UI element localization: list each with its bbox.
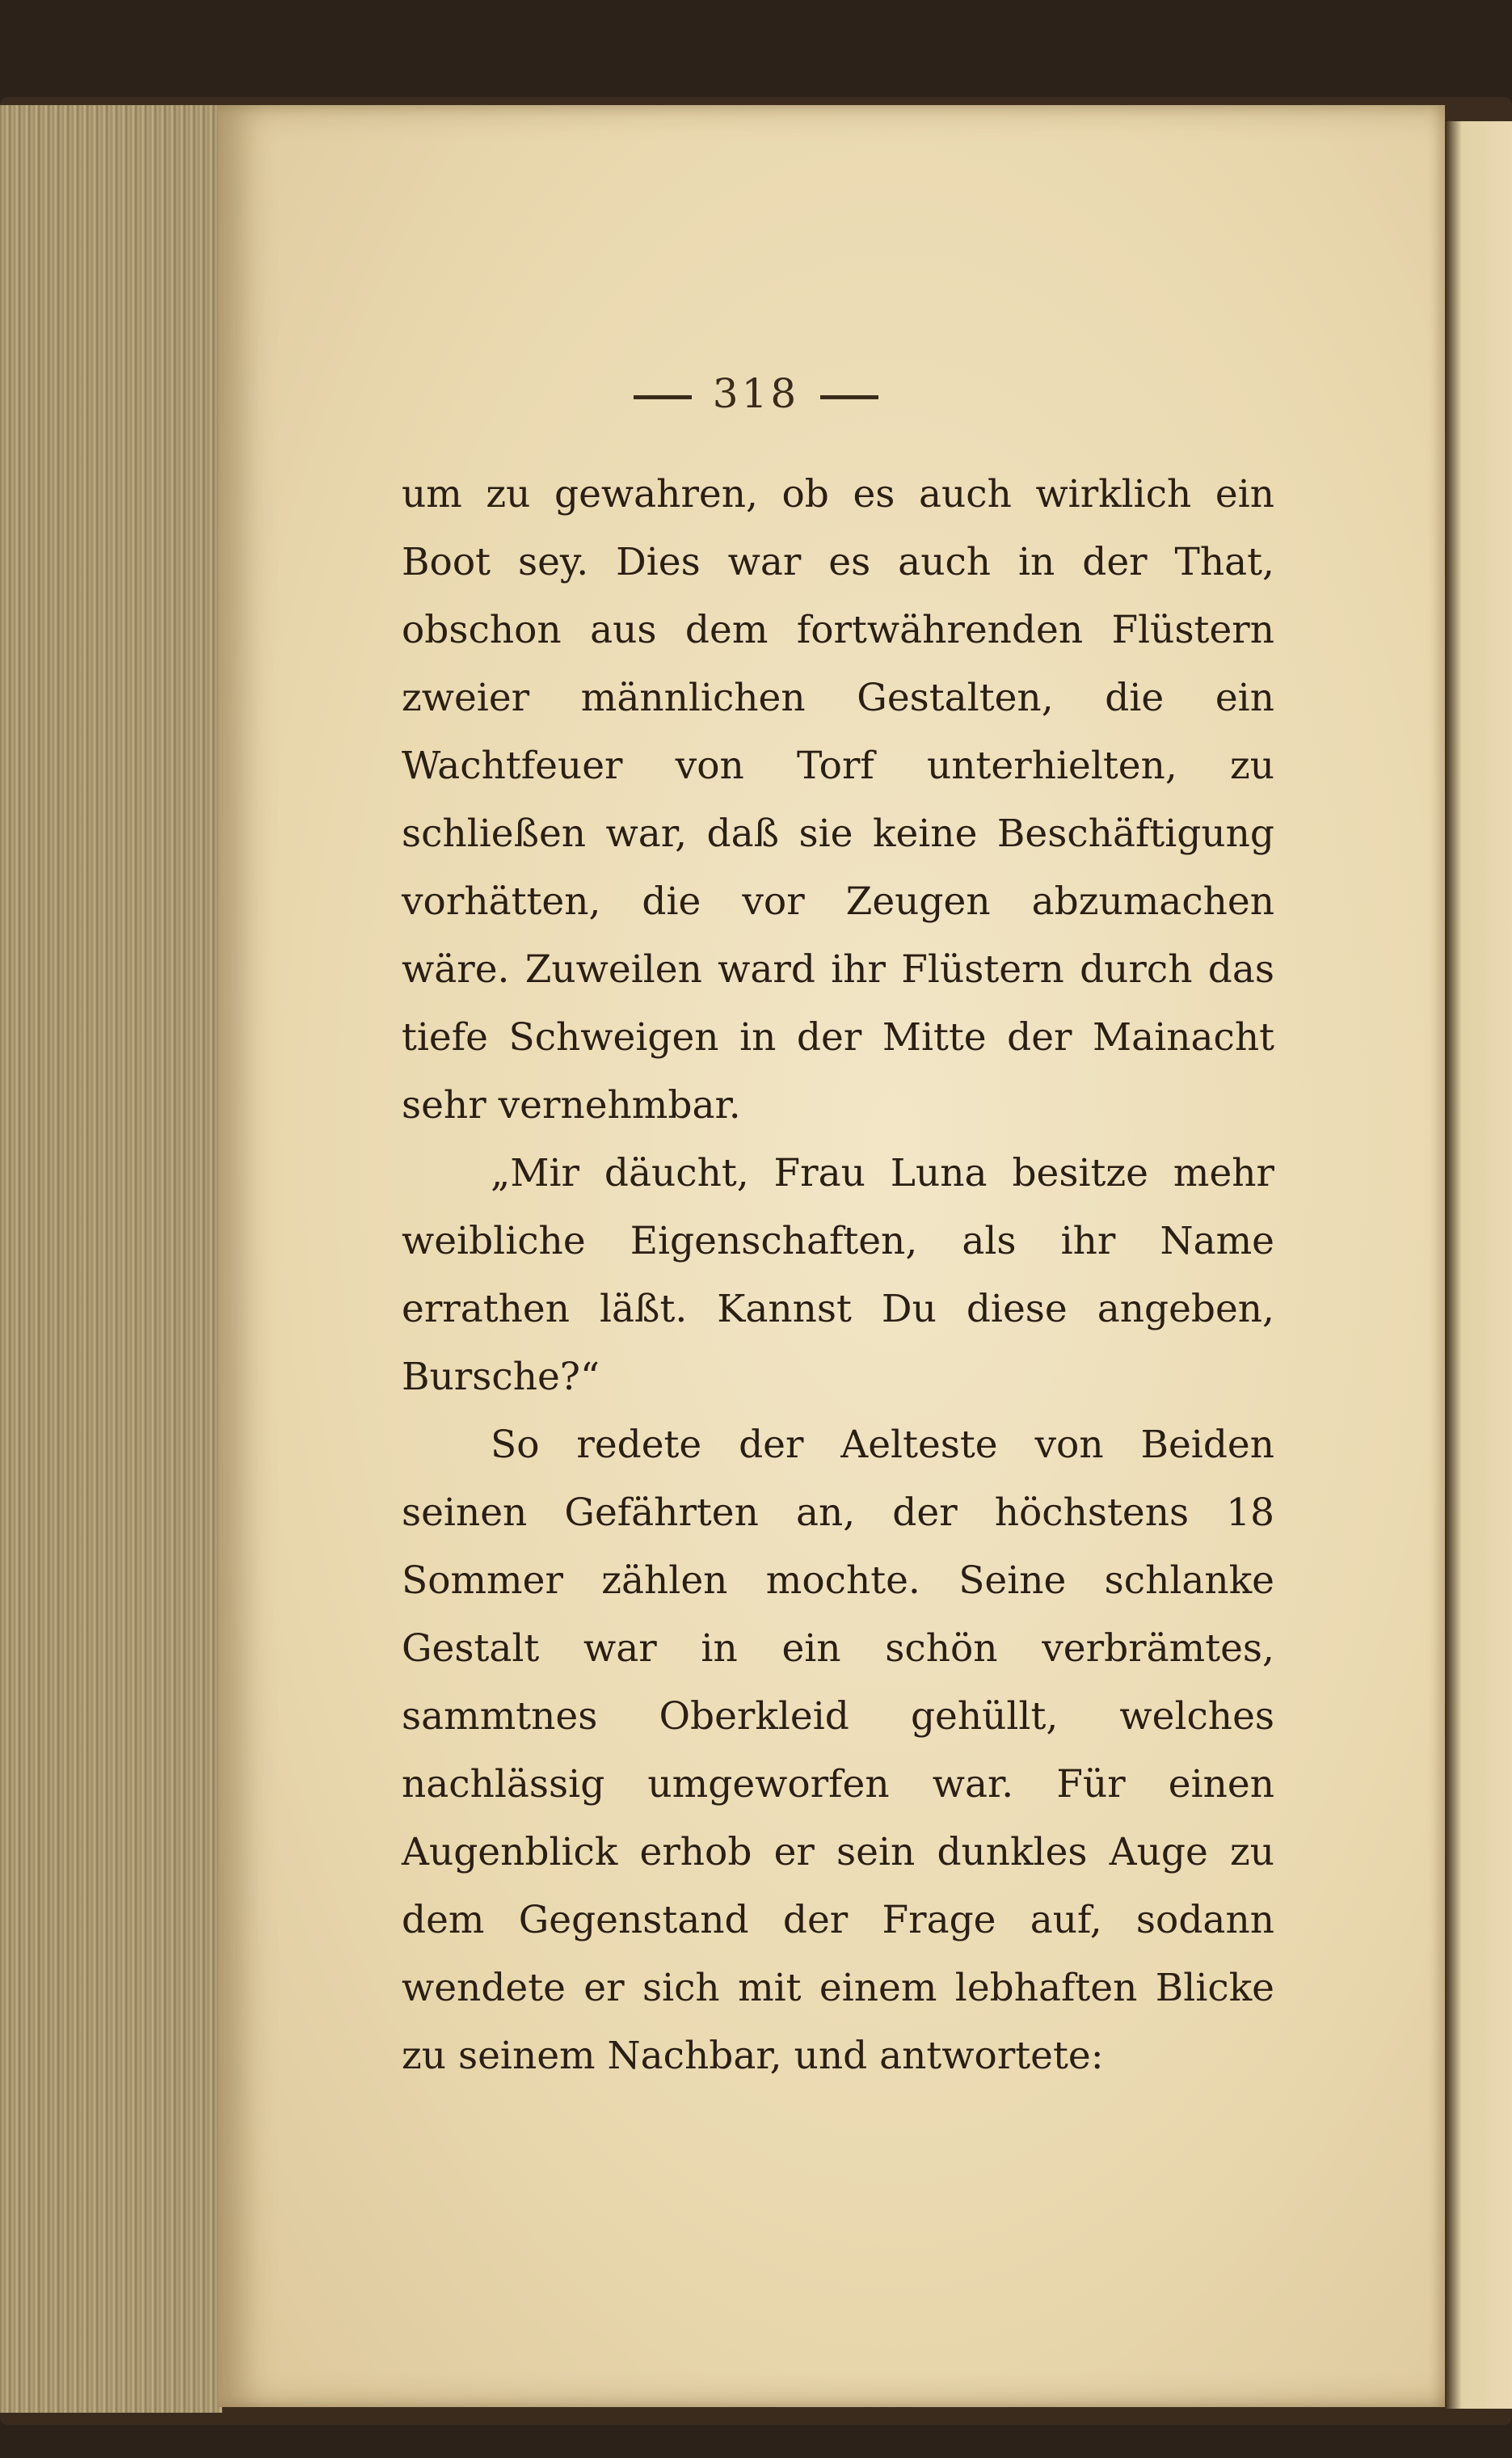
facing-page-edge xyxy=(1445,121,1512,2409)
header-dash-left xyxy=(634,395,692,399)
page-number: 318 xyxy=(712,370,800,417)
paragraph-1: um zu gewahren, ob es auch wirklich ein Boot sey. Dies war es auch in der That, obschon aus dem fortwährenden Flüstern zweier männlichen Gestalten, die ein Wachtfeuer von Torf unterhielten, zu schließen war, daß sie keine Beschäftigung vorhätten, die vor Zeugen abzumachen wäre. Zuweilen ward ihr Flüstern durch das tiefe Schweigen in der Mitte der Mainacht sehr vernehmbar. xyxy=(402,472,1274,1128)
page-edges xyxy=(0,105,222,2413)
body-text xyxy=(402,461,1274,2090)
paragraph-3: So redete der Aelteste von Beiden seinen Gefährten an, der höchstens 18 Sommer zählen mochte. Seine schlanke Gestalt war in ein schön verbrämtes, sammtnes Oberkleid gehüllt, welches nachlässig umgeworfen war. Für einen Augenblick erhob er sein dunkles Auge zu dem Gegenstand der Frage auf, sodann wendete er sich mit einem lebhaften Blicke zu seinem Nachbar, und antwortete: xyxy=(402,1423,1274,2078)
paragraph-2: „Mir däucht, Frau Luna besitze mehr weibliche Eigenschaften, als ihr Name errathen läßt. Kannst Du diese angeben, Bursche?“ xyxy=(402,1151,1274,1399)
page-header xyxy=(0,370,1512,417)
header-dash-right xyxy=(820,395,878,399)
